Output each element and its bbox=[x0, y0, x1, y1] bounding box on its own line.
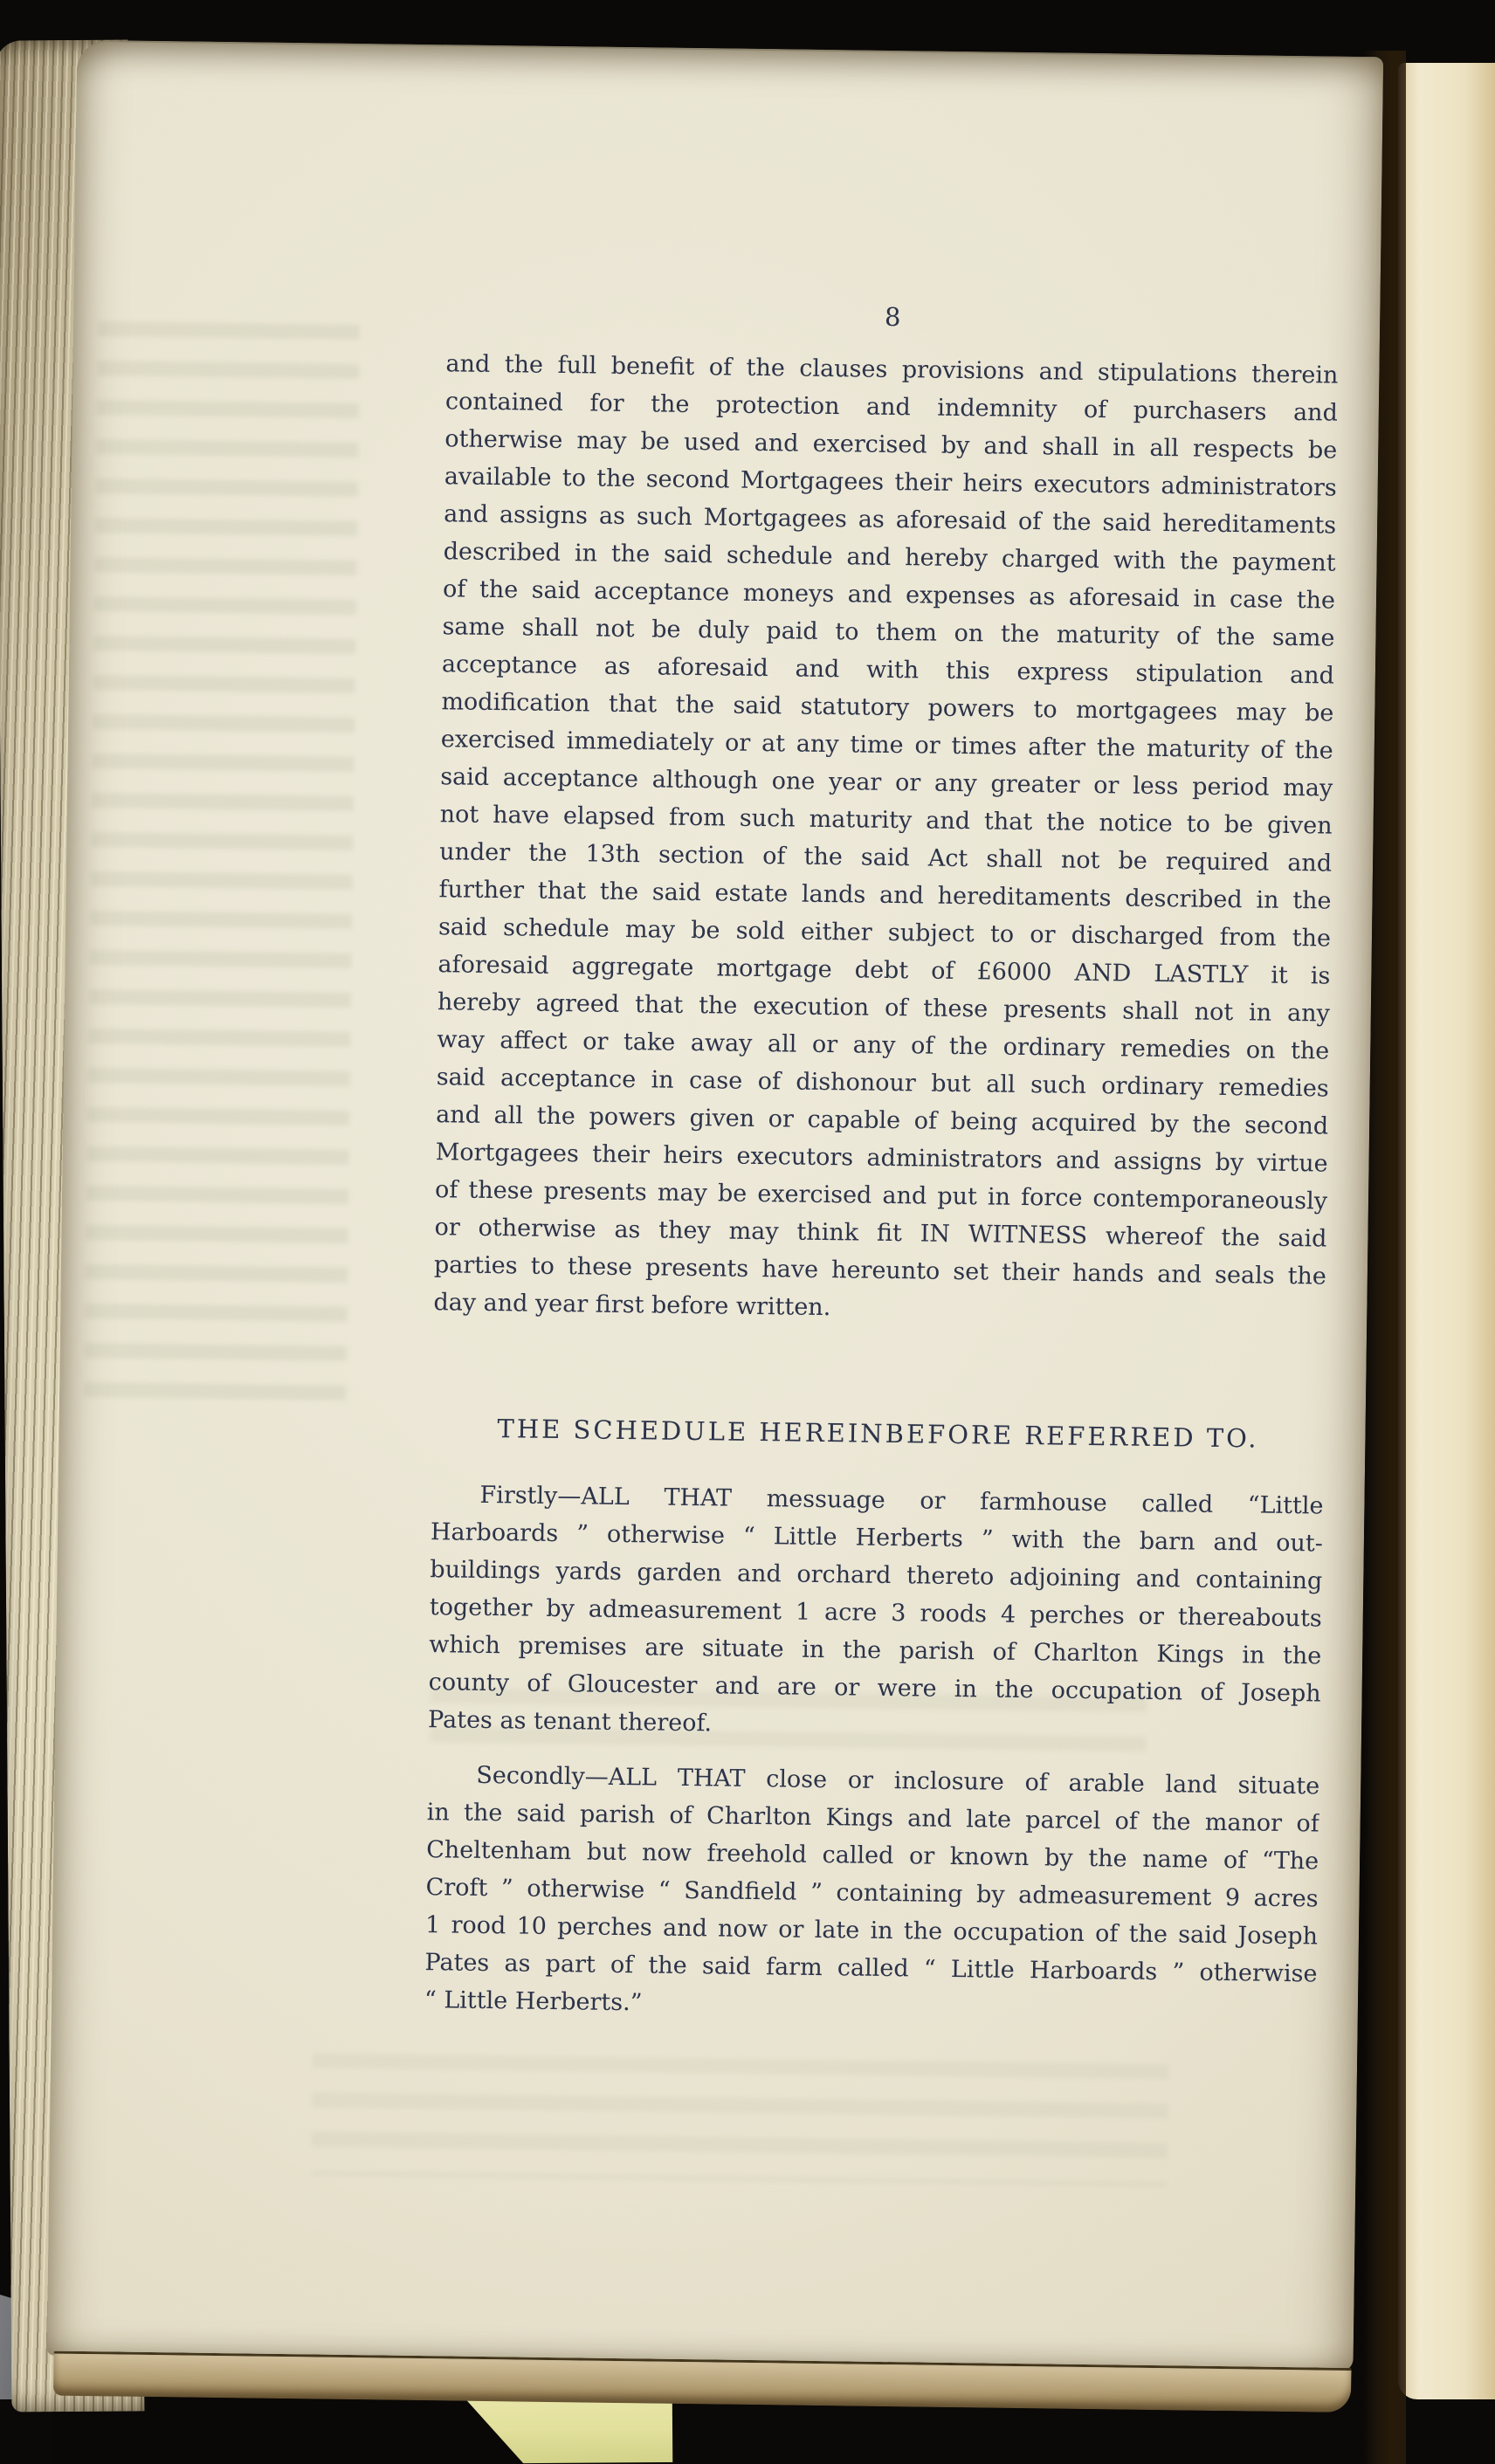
text-line: together by admeasurement 1 acre 3 roods 4 perches or thereabouts bbox=[429, 1593, 1322, 1633]
text-line: otherwise may be used and exercised by and shall in all respects be bbox=[444, 425, 1338, 465]
text-line: way affect or take away all or any of the ordinary remedies on the bbox=[437, 1026, 1330, 1065]
text-line: parties to these presents have hereunto set their hands and seals the bbox=[433, 1251, 1327, 1291]
text-line: or otherwise as they may think fit IN WITNESS whereof the said bbox=[434, 1214, 1327, 1253]
text-line: same shall not be duly paid to them on the maturity of the same bbox=[442, 613, 1335, 652]
text-line: not have elapsed from such maturity and that the notice to be given bbox=[439, 801, 1333, 840]
text-line: Croft ” otherwise “ Sandfield ” containing by admeasurement 9 acres bbox=[425, 1874, 1319, 1913]
paragraph-firstly bbox=[428, 1476, 1324, 1750]
text-line: acceptance as aforesaid and with this express stipulation and bbox=[441, 650, 1335, 690]
text-line: in the said parish of Charlton Kings and late parcel of the manor of bbox=[426, 1799, 1319, 1838]
text-line: of the said acceptance moneys and expenses as aforesaid in case the bbox=[442, 575, 1336, 615]
text-line: Firstly—ALL THAT messuage or farmhouse called “Little bbox=[479, 1481, 1324, 1520]
text-line: further that the said estate lands and hereditaments described in the bbox=[438, 876, 1332, 915]
text-line: said schedule may be sold either subject to or discharged from the bbox=[437, 913, 1332, 953]
text-line: “ Little Herberts.” bbox=[424, 1986, 643, 2017]
bleed-through bbox=[84, 321, 360, 1425]
text-line: contained for the protection and indemnity of purchasers and bbox=[444, 388, 1339, 427]
text-line: hereby agreed that the execution of these presents shall not in any bbox=[437, 988, 1331, 1028]
text-block bbox=[424, 345, 1339, 2030]
text-line: Pates as tenant thereof. bbox=[427, 1706, 713, 1738]
text-line: of these presents may be exercised and put in force contemporaneously bbox=[434, 1176, 1328, 1215]
text-line: described in the said schedule and hereby charged with the payment bbox=[443, 538, 1336, 577]
text-line: day and year first before written. bbox=[433, 1289, 831, 1322]
text-line: modification that the said statutory powers to mortgagees may be bbox=[441, 688, 1334, 727]
bleed-through bbox=[311, 2053, 1168, 2186]
paragraph-secondly bbox=[424, 1756, 1320, 2030]
text-line: and the full benefit of the clauses provisions and stipulations therein bbox=[445, 350, 1339, 389]
text-line: said acceptance although one year or any greater or less period may bbox=[440, 763, 1333, 802]
text-line: county of Gloucester and are or were in the occupation of Joseph bbox=[428, 1669, 1321, 1708]
schedule-heading: THE SCHEDULE HEREINBEFORE REFERRED TO. bbox=[497, 1414, 1259, 1454]
text-line: available to the second Mortgagees their heirs executors administrators bbox=[444, 463, 1337, 502]
text-line: and assigns as such Mortgagees as aforesaid of the said hereditaments bbox=[444, 500, 1337, 540]
facing-page bbox=[1398, 63, 1495, 2399]
text-line: which premises are situate in the parish of Charlton Kings in the bbox=[429, 1631, 1322, 1670]
text-line: and all the powers given or capable of being acquired by the second bbox=[436, 1101, 1329, 1140]
book-page bbox=[47, 40, 1384, 2372]
text-line: Cheltenham but now freehold called or known by the name of “The bbox=[426, 1836, 1319, 1876]
text-line: under the 13th section of the said Act shall not be required and bbox=[438, 838, 1333, 878]
paragraph-continuation bbox=[433, 345, 1339, 1332]
page-number: 8 bbox=[884, 301, 901, 333]
text-line: exercised immediately or at any time or times after the maturity of the bbox=[440, 726, 1333, 765]
text-line: Mortgagees their heirs executors administrators and assigns by virtue bbox=[435, 1139, 1328, 1178]
text-line: said acceptance in case of dishonour but all such ordinary remedies bbox=[436, 1063, 1329, 1103]
text-line: Harboards ” otherwise “ Little Herberts ” with the barn and out- bbox=[430, 1518, 1324, 1558]
text-line: 1 rood 10 perches and now or late in the occupation of the said Joseph bbox=[424, 1911, 1319, 1951]
text-line: Secondly—ALL THAT close or inclosure of arable land situate bbox=[476, 1761, 1320, 1800]
text-line: buildings yards garden and orchard thereto adjoining and containing bbox=[430, 1556, 1323, 1595]
text-line: aforesaid aggregate mortgage debt of £6000 AND LASTLY it is bbox=[437, 951, 1331, 990]
text-line: Pates as part of the said farm called “ Little Harboards ” otherwise bbox=[424, 1949, 1318, 1988]
